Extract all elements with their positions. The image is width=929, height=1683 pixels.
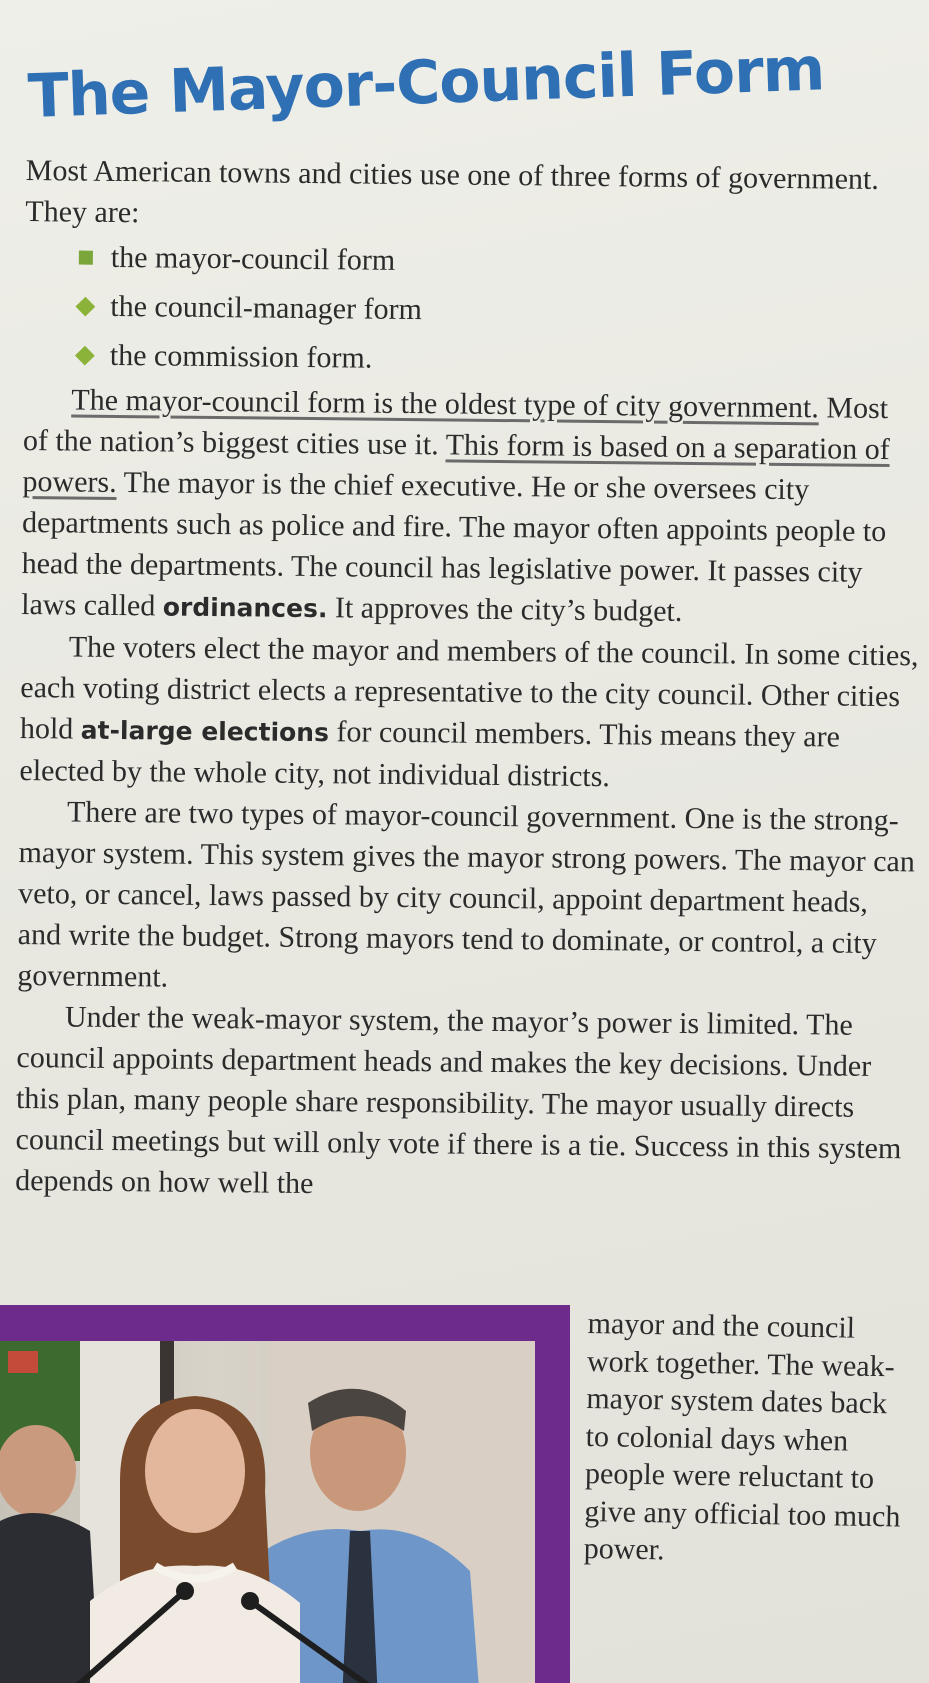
list-item	[79, 233, 925, 291]
paragraph-elections	[19, 626, 921, 800]
paragraph-text: The voters elect the mayor and members of the council. In some cities, each voting district elects a representative to the city council. Other cities hold	[19, 630, 919, 746]
paragraph-weak-mayor: Under the weak-mayor system, the mayor’s power is limited. The council appoints department heads and makes the key decisions. Under this plan, many people share responsibility. The mayor usually directs council meetings but will only vote if there is a tie. Success in this system depends on how well the	[15, 1000, 902, 1201]
photo-illustration	[0, 1341, 535, 1683]
paragraph-mayor-council	[21, 379, 904, 635]
photo-person-left-body	[0, 1513, 100, 1683]
photo-frame	[0, 1305, 570, 1683]
diamond-bullet-icon	[75, 345, 95, 365]
photo-microphone	[176, 1582, 194, 1600]
photo-microphone	[241, 1592, 259, 1610]
paragraph-text: for council members. This means they are elected by the whole city, not individual districts.	[19, 715, 841, 794]
key-term-at-large-elections: at-large elections	[80, 715, 330, 748]
photo-person-center-face	[145, 1409, 245, 1533]
forms-list	[24, 232, 925, 388]
key-term-ordinances: ordinances.	[162, 592, 328, 624]
press-conference-photo	[0, 1341, 535, 1683]
page-title: The Mayor-Council Form	[26, 34, 826, 132]
photo-map-detail	[8, 1351, 38, 1373]
intro-paragraph: Most American towns and cities use one of three forms of government. They are:	[25, 153, 880, 230]
paragraph-text: The mayor is the chief executive. He or she oversees city departments such as police and fire. The mayor often appoints people to head the departments. The council has legislative power. It passes city laws called	[21, 465, 887, 623]
square-bullet-icon	[79, 250, 93, 264]
diamond-bullet-icon	[75, 296, 95, 316]
paragraph-text: Most of the nation’s biggest cities use it.	[22, 391, 889, 462]
list-item	[78, 282, 924, 340]
list-item	[78, 331, 924, 389]
photo-person-center-jacket	[90, 1565, 300, 1683]
list-item-label: the mayor-council form	[110, 240, 396, 277]
underlined-sentence: This form is based on a separation of powers.	[22, 428, 890, 499]
list-item-label: the council-manager form	[110, 289, 423, 327]
paragraph-strong-mayor: There are two types of mayor-council government. One is the strong-mayor system. This system gives the mayor strong powers. The mayor can veto, or cancel, laws passed by city council, appoint department heads, and write the budget. Strong mayors tend to dominate, or control, a city government.	[17, 795, 916, 994]
body-text	[15, 150, 926, 1210]
list-item-label: the commission form.	[109, 338, 373, 375]
underlined-sentence: The mayor-council form is the oldest type of city government.	[71, 383, 820, 425]
paragraph-text: It approves the city’s budget.	[327, 591, 683, 628]
paragraph-weak-mayor-continued: mayor and the council work together. The weak-mayor system dates back to colonial days when people were reluctant to give any official too much power.	[583, 1306, 901, 1567]
